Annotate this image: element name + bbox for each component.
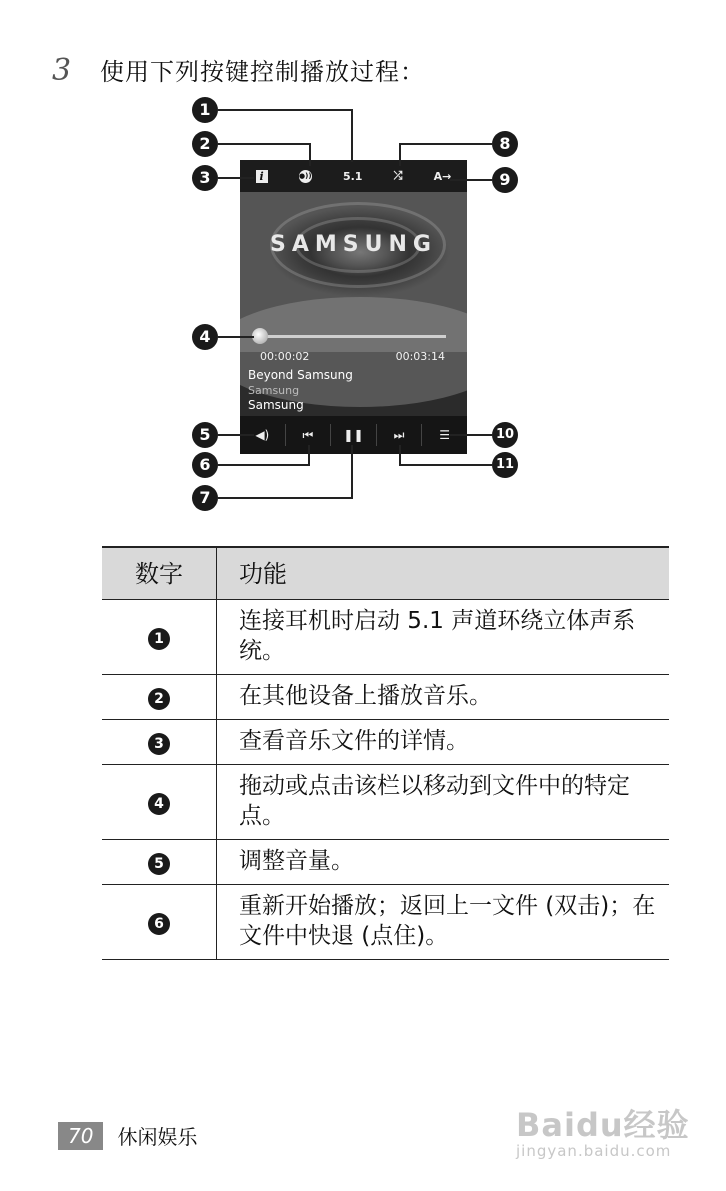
row-number: 2 bbox=[148, 688, 170, 710]
watermark-main: Baidu经验 bbox=[516, 1106, 690, 1144]
surround-5-1-icon[interactable]: 5.1 bbox=[342, 169, 363, 183]
step-text: 使用下列按键控制播放过程： bbox=[100, 58, 425, 86]
table-row bbox=[102, 600, 669, 675]
row-description: 重新开始播放；返回上一文件 (双击)；在文件中快退 (点住)。 bbox=[217, 885, 670, 960]
table-row bbox=[102, 720, 669, 765]
row-description: 拖动或点击该栏以移动到文件中的特定点。 bbox=[217, 765, 670, 840]
header-function: 功能 bbox=[217, 547, 670, 600]
callout-2: 2 bbox=[192, 131, 218, 157]
step-number: 3 bbox=[52, 53, 72, 88]
playlist-icon[interactable]: ☰ bbox=[439, 428, 451, 442]
row-description: 调整音量。 bbox=[217, 840, 670, 885]
row-number: 3 bbox=[148, 733, 170, 755]
table-row bbox=[102, 675, 669, 720]
table-row bbox=[102, 885, 669, 960]
header-number: 数字 bbox=[102, 547, 217, 600]
table-row bbox=[102, 840, 669, 885]
pause-icon[interactable]: ❚❚ bbox=[331, 424, 377, 446]
callout-5: 5 bbox=[192, 422, 218, 448]
row-number: 1 bbox=[148, 628, 170, 650]
row-description: 连接耳机时启动 5.1 声道环绕立体声系统。 bbox=[217, 600, 670, 675]
watermark-url: jingyan.baidu.com bbox=[516, 1142, 672, 1160]
callout-11: 11 bbox=[492, 452, 518, 478]
page-footer bbox=[58, 1121, 197, 1150]
callout-6: 6 bbox=[192, 452, 218, 478]
total-time: 00:03:14 bbox=[395, 350, 445, 363]
brand-logo: SAMSUNG bbox=[270, 232, 437, 257]
callout-4: 4 bbox=[192, 324, 218, 350]
baidu-watermark bbox=[516, 1100, 690, 1160]
callout-10: 10 bbox=[492, 422, 518, 448]
info-icon[interactable]: i bbox=[256, 170, 268, 183]
previous-icon[interactable]: ⏮ bbox=[286, 424, 332, 446]
song-title: Beyond Samsung bbox=[248, 368, 353, 382]
callout-lines bbox=[0, 0, 726, 540]
callout-7: 7 bbox=[192, 485, 218, 511]
function-table bbox=[102, 546, 669, 960]
callout-1: 1 bbox=[192, 97, 218, 123]
callout-8: 8 bbox=[492, 131, 518, 157]
row-number: 5 bbox=[148, 853, 170, 875]
repeat-icon[interactable]: A→ bbox=[433, 169, 452, 183]
elapsed-time: 00:00:02 bbox=[260, 350, 310, 363]
dlna-icon[interactable]: ●)) bbox=[299, 170, 312, 183]
row-description: 查看音乐文件的详情。 bbox=[217, 720, 670, 765]
song-artist: Samsung bbox=[248, 384, 300, 397]
row-number: 4 bbox=[148, 793, 170, 815]
callout-9: 9 bbox=[492, 167, 518, 193]
song-album: Samsung bbox=[248, 398, 304, 412]
table-header-row bbox=[102, 547, 669, 600]
next-icon[interactable]: ⏭ bbox=[377, 424, 423, 446]
table-row bbox=[102, 765, 669, 840]
section-name: 休闲娱乐 bbox=[117, 1125, 198, 1149]
callout-3: 3 bbox=[192, 165, 218, 191]
shuffle-icon[interactable]: ⤮ bbox=[393, 169, 403, 182]
page-number: 70 bbox=[58, 1122, 103, 1150]
volume-icon[interactable]: ◀) bbox=[240, 424, 286, 446]
row-number: 6 bbox=[148, 913, 170, 935]
row-description: 在其他设备上播放音乐。 bbox=[217, 675, 670, 720]
